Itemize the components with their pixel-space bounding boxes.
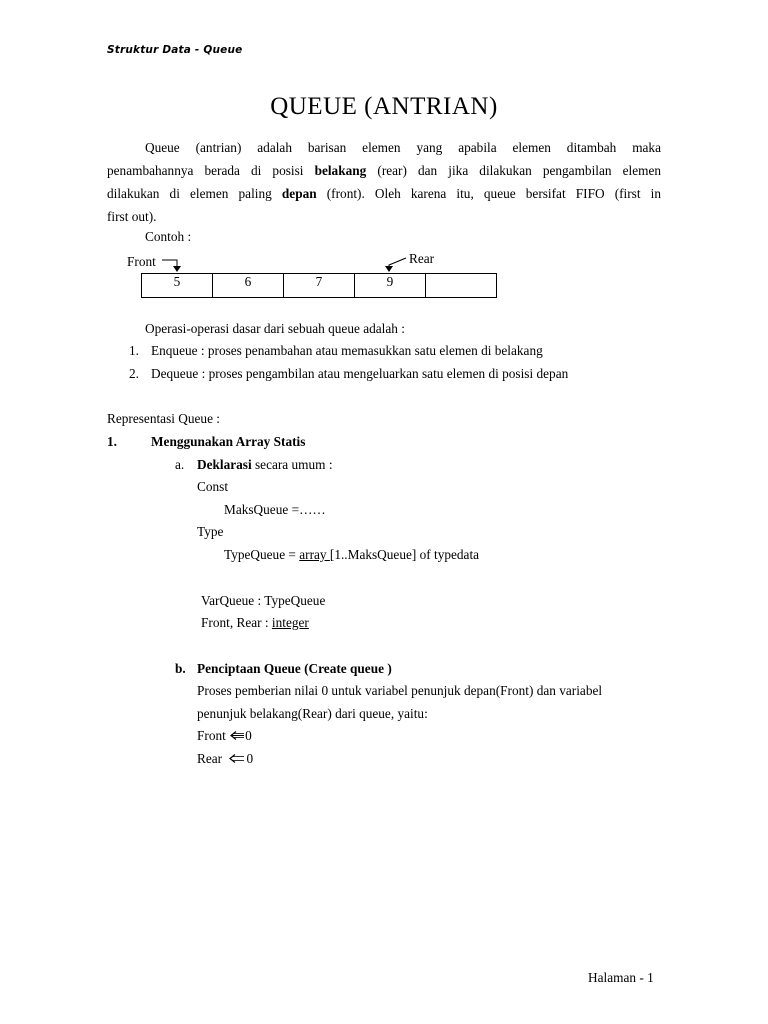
left-arrow-icon: [228, 753, 246, 764]
code-const: Const: [197, 479, 229, 494]
page-number-footer: Halaman - 1: [588, 970, 654, 985]
assign-rear: [197, 751, 253, 767]
queue-cell: 7: [284, 274, 355, 298]
queue-cell: 6: [213, 274, 284, 298]
intro-bold-belakang: belakang: [314, 163, 367, 178]
ops-item-dequeue: Dequeue : proses pengambilan atau mengeluarkan satu elemen di posisi depan: [151, 366, 569, 381]
code-varqueue: VarQueue : TypeQueue: [201, 593, 326, 608]
queue-array-diagram: [141, 273, 497, 298]
sub-a-label: a.: [175, 457, 185, 472]
front-arrow-icon: [160, 257, 184, 273]
running-header: Struktur Data - Queue: [107, 44, 243, 56]
sub-b-line-1: Proses pemberian nilai 0 untuk variabel penunjuk depan(Front) dan variabel: [197, 683, 603, 698]
code-type: Type: [197, 524, 224, 539]
ops-num-1: 1.: [129, 343, 139, 358]
assign-front-value: 0: [245, 728, 252, 743]
rear-arrow-icon: [382, 255, 408, 273]
intro-text: (front). Oleh karena itu, queue bersifat FIFO (first in: [316, 186, 662, 201]
intro-text: penambahannya berada di posisi: [107, 163, 315, 178]
intro-paragraph: [107, 136, 661, 228]
code-typequeue: [224, 547, 479, 563]
queue-cell: 9: [355, 274, 426, 298]
deklarasi-bold: Deklarasi: [197, 457, 252, 472]
contoh-label: Contoh :: [145, 229, 192, 244]
assign-rear-value: 0: [246, 751, 254, 766]
code-array-underlined: array: [299, 547, 330, 562]
queue-cell: [426, 274, 497, 298]
left-arrow-icon: [229, 730, 245, 741]
intro-text: dilakukan di elemen paling: [107, 186, 282, 201]
front-label: Front: [127, 254, 156, 269]
intro-bold-depan: depan: [281, 186, 317, 201]
intro-line-1: Queue (antrian) adalah barisan elemen yang apabila elemen ditambah maka: [145, 140, 661, 155]
representasi-label: Representasi Queue :: [107, 411, 220, 426]
ops-num-2: 2.: [129, 366, 139, 381]
code-integer-underlined: integer: [271, 615, 309, 630]
ops-item-enqueue: Enqueue : proses penambahan atau memasukkan satu elemen di belakang: [151, 343, 543, 358]
code-front-rear: [201, 615, 309, 631]
section-1-title: Menggunakan Array Statis: [151, 434, 306, 449]
sub-b-label: b.: [175, 661, 186, 676]
rear-label: Rear: [409, 251, 435, 266]
intro-text: (rear) dan jika dilakukan pengambilan elemen: [366, 163, 661, 178]
section-1-number: 1.: [107, 434, 117, 449]
intro-line-4: first out).: [107, 209, 157, 224]
code-maksqueue: MaksQueue =……: [224, 502, 326, 517]
intro-line-3: [107, 182, 661, 205]
assign-front-label: Front: [197, 728, 230, 743]
intro-line-2: [107, 159, 661, 182]
deklarasi-rest: secara umum :: [251, 457, 333, 472]
code-text: Front, Rear :: [201, 615, 272, 630]
sub-b-line-2: penunjuk belakang(Rear) dari queue, yaitu:: [197, 706, 428, 721]
assign-rear-label: Rear: [197, 751, 226, 766]
assign-front: [197, 728, 252, 744]
code-text: [1..MaksQueue] of typedata: [329, 547, 480, 562]
page-title: QUEUE (ANTRIAN): [270, 93, 498, 120]
sub-b-title: Penciptaan Queue (Create queue ): [197, 661, 392, 676]
sub-a-heading: [197, 457, 333, 473]
ops-intro: Operasi-operasi dasar dari sebuah queue adalah :: [145, 321, 405, 336]
queue-cell: 5: [142, 274, 213, 298]
code-text: TypeQueue =: [224, 547, 300, 562]
